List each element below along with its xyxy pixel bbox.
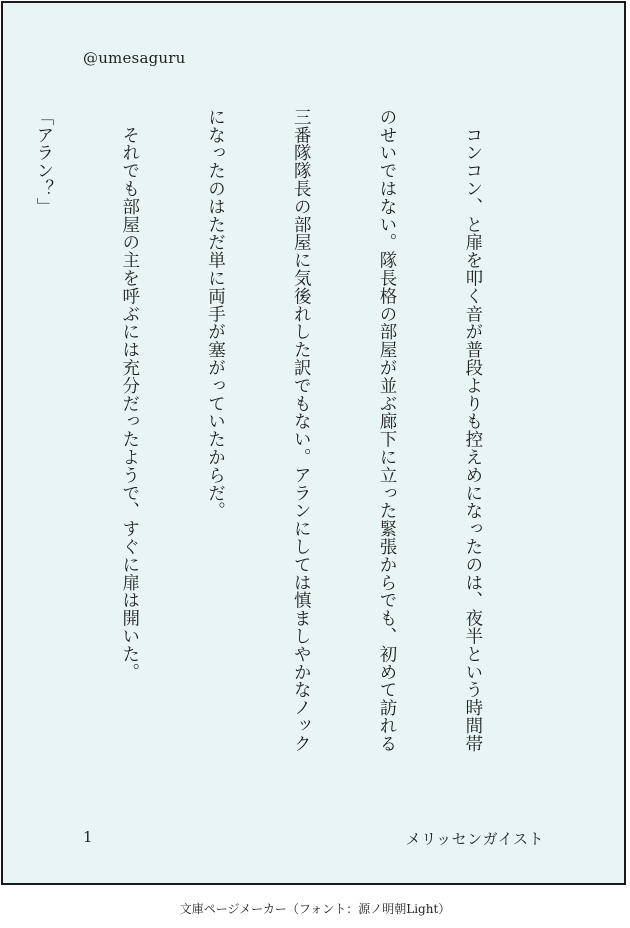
text-line: コンコン、と扉を叩く音が普段よりも控えめになったのは、夜半という時間帯 xyxy=(462,108,483,753)
author-handle: @umesaguru xyxy=(83,49,186,67)
text-line: になったのはただ単に両手が塞がっていたからだ。 xyxy=(205,108,226,520)
page-number: 1 xyxy=(83,828,93,846)
text-line: それでも部屋の主を呼ぶには充分だったようで、すぐに扉は開いた。 xyxy=(119,108,140,681)
vertical-body-text xyxy=(0,108,544,788)
generator-credit: 文庫ページメーカー（フォント：源ノ明朝Light） xyxy=(179,902,451,916)
text-line: 三番隊隊長の部屋に気後れした訳でもない。アランにしては慎ましやかなノック xyxy=(291,108,312,753)
book-page xyxy=(1,1,626,885)
text-line: 「アラン？」 xyxy=(33,108,54,216)
text-line: のせいではない。隊長格の部屋が並ぶ廊下に立った緊張からでも、初めて訪れる xyxy=(377,108,398,753)
book-title: メリッセンガイスト xyxy=(405,830,544,848)
